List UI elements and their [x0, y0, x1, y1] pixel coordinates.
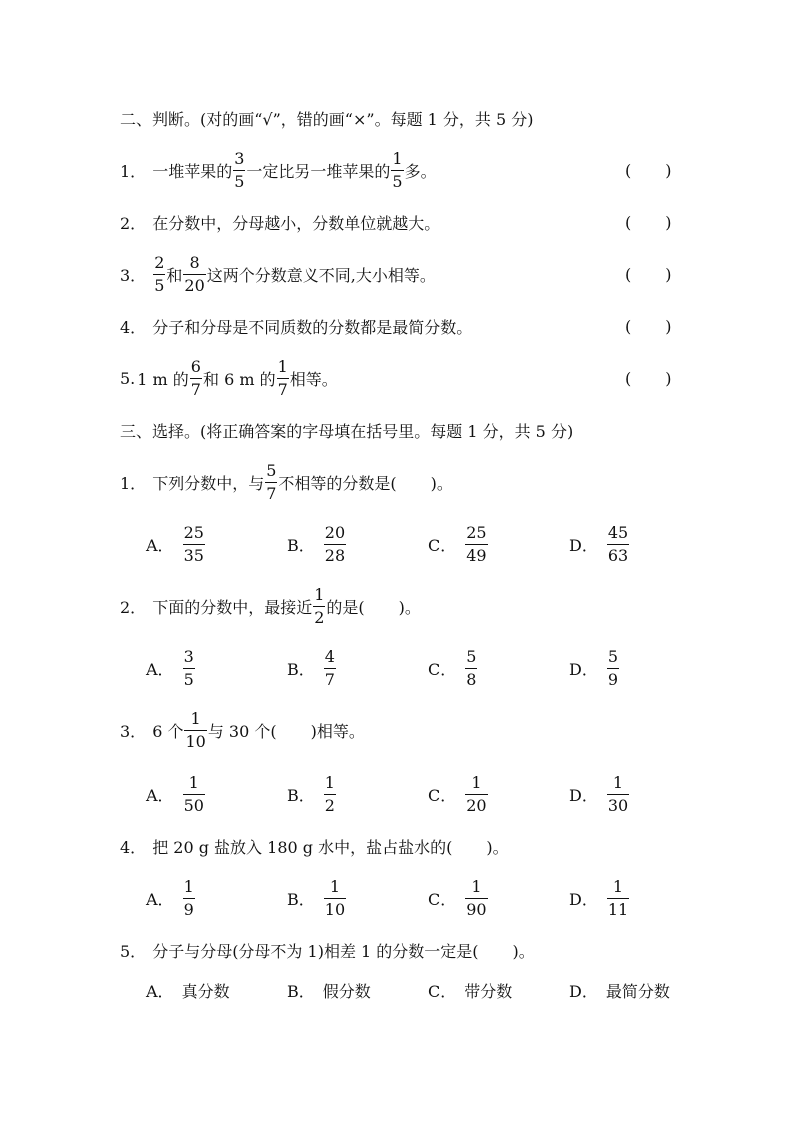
options-q2 — [146, 640, 710, 696]
option-c[interactable]: C． $\frac{5}{8}$ — [428, 646, 477, 689]
option-d[interactable]: D． $\frac{5}{9}$ — [569, 646, 619, 689]
option-a[interactable]: A． $\frac{1}{9}$ — [146, 876, 194, 919]
choice-question-2: 2． 下面的分数中，最接近 $\frac{1}{2}$ 的是( )。 — [120, 584, 421, 627]
choice-question-1: 1． 下列分数中，与 $\frac{5}{7}$ 不相等的分数是( )。 — [120, 460, 453, 503]
option-b[interactable]: B． 假分数 — [287, 981, 371, 1001]
options-q1 — [146, 516, 710, 572]
judge-question-1: 1． 一堆苹果的 $\frac{3}{5}$ 一定比另一堆苹果的 $\frac{1}{5}$ 多。 — [120, 148, 437, 191]
choice-question-4: 4． 把 20 g 盐放入 180 g 水中，盐占盐水的( )。 — [120, 837, 509, 857]
section-2-title: 二、判断。(对的画“√”，错的画“×”。每题 1 分，共 5 分) — [120, 109, 534, 129]
judge-question-3: 3． $\frac{2}{5}$ 和 $\frac{8}{20}$ 这两个分数意义不同,大小相等。 — [120, 252, 436, 295]
option-a[interactable]: A． 真分数 — [146, 981, 230, 1001]
fraction: $\frac{6}{7}$ — [190, 356, 201, 399]
option-a[interactable]: A． $\frac{1}{50}$ — [146, 772, 204, 815]
fraction: $\frac{2}{5}$ — [154, 252, 165, 295]
option-c[interactable]: C． $\frac{1}{90}$ — [428, 876, 487, 919]
fraction: $\frac{1}{7}$ — [277, 356, 288, 399]
answer-blank-1[interactable]: ( ) — [625, 160, 672, 180]
judge-question-2: 2． 在分数中，分母越小，分数单位就越大。 — [120, 213, 441, 233]
choice-question-3: 3． 6 个 $\frac{1}{10}$ 与 30 个( )相等。 — [120, 708, 365, 751]
fraction: $\frac{8}{20}$ — [184, 252, 205, 295]
option-d[interactable]: D． $\frac{1}{30}$ — [569, 772, 629, 815]
option-d[interactable]: D． $\frac{1}{11}$ — [569, 876, 629, 919]
judge-question-4: 4． 分子和分母是不同质数的分数都是最简分数。 — [120, 317, 473, 337]
answer-blank-4[interactable]: ( ) — [625, 316, 672, 336]
option-b[interactable]: B． $\frac{4}{7}$ — [287, 646, 335, 689]
answer-blank-5[interactable]: ( ) — [625, 368, 672, 388]
options-q4 — [146, 870, 710, 926]
choice-question-5: 5． 分子与分母(分母不为 1)相差 1 的分数一定是( )。 — [120, 941, 535, 961]
fraction: $\frac{5}{7}$ — [266, 460, 277, 503]
options-q5 — [146, 962, 710, 1018]
section-3-title: 三、选择。(将正确答案的字母填在括号里。每题 1 分，共 5 分) — [120, 421, 574, 441]
option-b[interactable]: B． $\frac{20}{28}$ — [287, 522, 346, 565]
option-d[interactable]: D． 最简分数 — [569, 981, 670, 1001]
option-a[interactable]: A． $\frac{3}{5}$ — [146, 646, 194, 689]
option-c[interactable]: C． $\frac{1}{20}$ — [428, 772, 487, 815]
option-b[interactable]: B． $\frac{1}{2}$ — [287, 772, 335, 815]
option-c[interactable]: C． $\frac{25}{49}$ — [428, 522, 487, 565]
answer-blank-3[interactable]: ( ) — [625, 264, 672, 284]
option-d[interactable]: D． $\frac{45}{63}$ — [569, 522, 629, 565]
judge-question-5: 5. 1 m 的 $\frac{6}{7}$ 和 6 m 的 $\frac{1}{7}$ 相等。 — [120, 356, 338, 399]
fraction: $\frac{1}{10}$ — [185, 708, 206, 751]
option-c[interactable]: C． 带分数 — [428, 981, 513, 1001]
options-q3 — [146, 766, 710, 822]
fraction: $\frac{1}{5}$ — [392, 148, 403, 191]
fraction: $\frac{1}{2}$ — [314, 584, 325, 627]
option-b[interactable]: B． $\frac{1}{10}$ — [287, 876, 346, 919]
option-a[interactable]: A． $\frac{25}{35}$ — [146, 522, 204, 565]
answer-blank-2[interactable]: ( ) — [625, 212, 672, 232]
fraction: $\frac{3}{5}$ — [234, 148, 245, 191]
